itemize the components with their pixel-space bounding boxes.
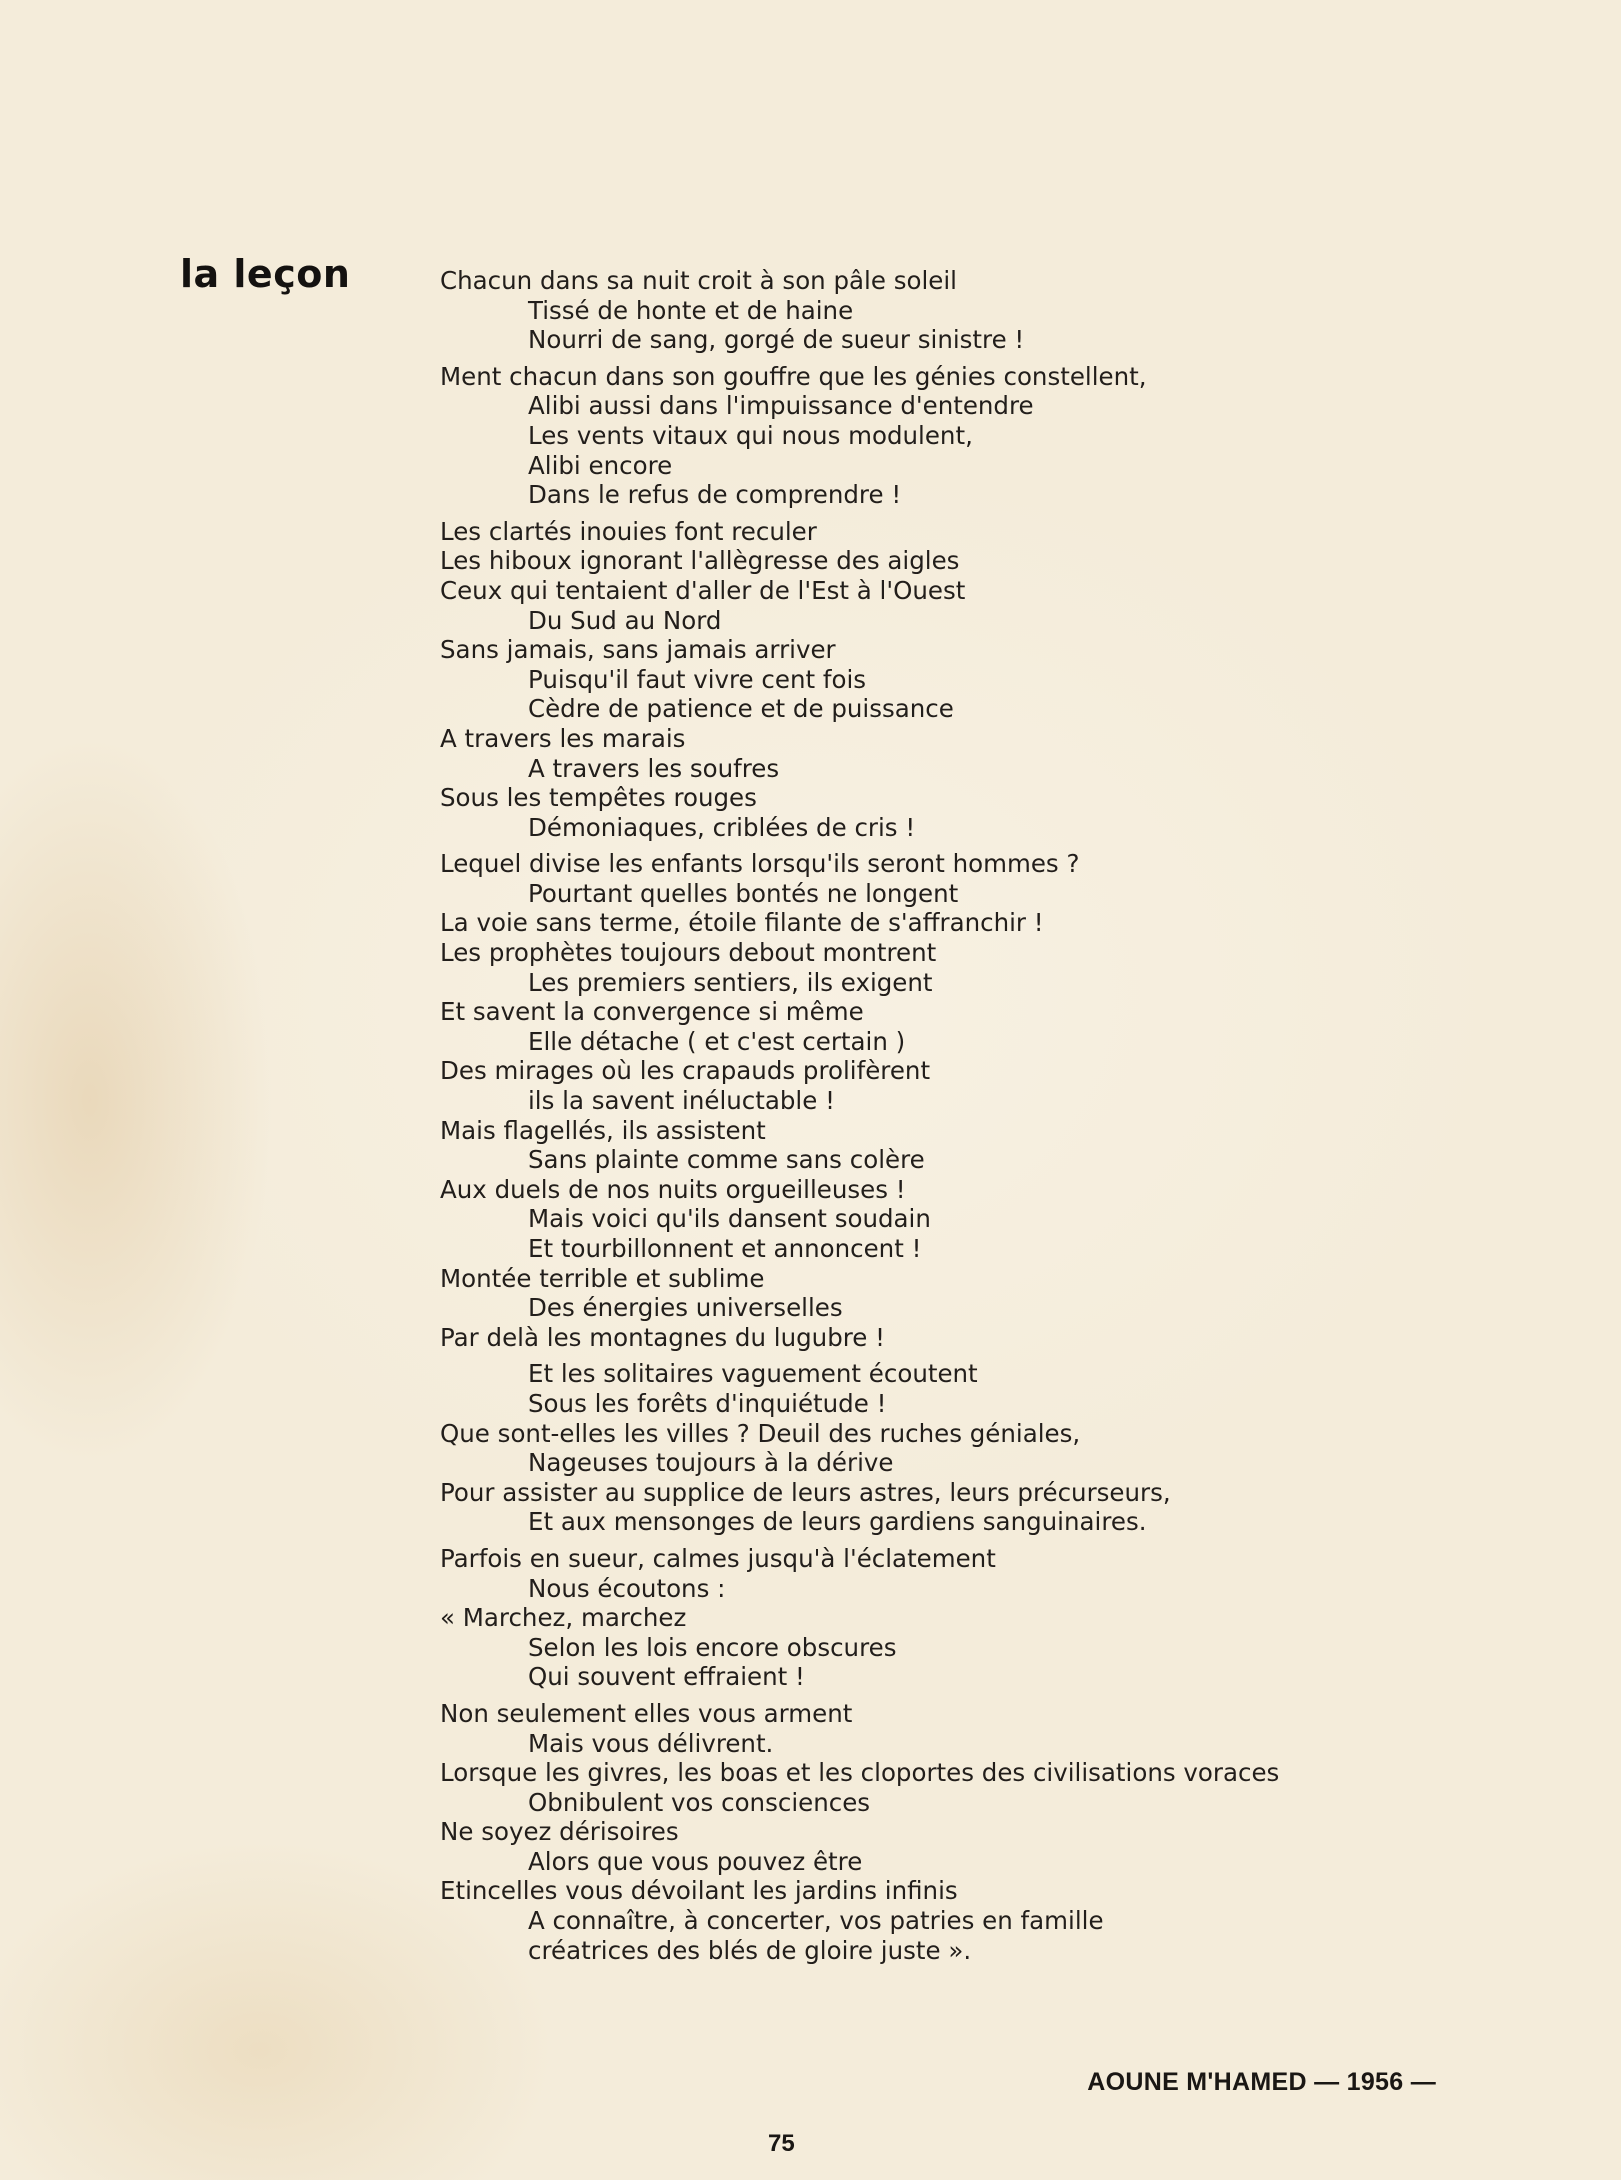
poem-line: Ment chacun dans son gouffre que les génies constellent, [440, 361, 1147, 391]
poem-line: Obnibulent vos consciences [528, 1787, 871, 1817]
poem-line: Ne soyez dérisoires [440, 1817, 679, 1847]
poem-line: Des énergies universelles [528, 1293, 843, 1323]
poem-line: Alibi encore [528, 450, 673, 480]
poem-line: Selon les lois encore obscures [528, 1632, 897, 1662]
poem-line: Des mirages où les crapauds prolifèrent [440, 1056, 931, 1086]
poem-line: Dans le refus de comprendre ! [528, 480, 902, 510]
poem-line: Lorsque les givres, les boas et les cloportes des civilisations voraces [440, 1758, 1280, 1788]
poem-line: Et tourbillonnent et annoncent ! [528, 1234, 922, 1263]
poem-line: Nourri de sang, gorgé de sueur sinistre ! [528, 325, 1025, 355]
poem-line: Chacun dans sa nuit croit à son pâle soleil [440, 266, 957, 295]
poem-line: Non seulement elles vous arment [440, 1698, 853, 1728]
poem-line: Montée terrible et sublime [440, 1263, 765, 1293]
poem-line: Les prophètes toujours debout montrent [440, 938, 937, 968]
poem-line: « Marchez, marchez [440, 1603, 687, 1633]
poem-line: Les hiboux ignorant l'allègresse des aigles [440, 546, 960, 576]
poem-line: Cèdre de patience et de puissance [528, 694, 954, 724]
page-number: 75 [768, 2130, 795, 2157]
poem-line: Ceux qui tentaient d'aller de l'Est à l'Ouest [440, 575, 966, 605]
poem-line: Et savent la convergence si même [440, 997, 864, 1027]
poem-body [440, 266, 1540, 1965]
poem-line: Sans jamais, sans jamais arriver [440, 635, 836, 665]
poem-line: Par delà les montagnes du lugubre ! [440, 1322, 885, 1352]
poem-line: Les vents vitaux qui nous modulent, [528, 420, 973, 450]
poem-line: Aux duels de nos nuits orgueilleuses ! [440, 1174, 906, 1204]
poem-line: Sous les forêts d'inquiétude ! [528, 1388, 887, 1418]
poem-line: A connaître, à concerter, vos patries en famille [528, 1906, 1104, 1936]
poem-line: Sous les tempêtes rouges [440, 783, 757, 813]
poem-line: Parfois en sueur, calmes jusqu'à l'éclatement [440, 1543, 996, 1573]
poem-line: Puisqu'il faut vivre cent fois [528, 664, 867, 694]
poem-line: A travers les marais [440, 723, 686, 753]
poem-line: Du Sud au Nord [528, 605, 722, 635]
poem-line: A travers les soufres [528, 753, 780, 783]
poem-line: Les premiers sentiers, ils exigent [528, 967, 933, 997]
poem-line: Et les solitaires vaguement écoutent [528, 1359, 978, 1389]
poem-line: Alibi aussi dans l'impuissance d'entendre [528, 391, 1034, 421]
poem-line: Lequel divise les enfants lorsqu'ils seront hommes ? [440, 849, 1080, 879]
poem-line: créatrices des blés de gloire juste ». [528, 1935, 972, 1965]
poem-line: Alors que vous pouvez être [528, 1846, 863, 1876]
author-signature: AOUNE M'HAMED — 1956 — [1087, 2068, 1436, 2096]
poem-title: la leçon [180, 252, 351, 296]
poem-line: Que sont-elles les villes ? Deuil des ruches géniales, [440, 1418, 1081, 1448]
poem-line: ils la savent inéluctable ! [528, 1086, 835, 1116]
poem-line: La voie sans terme, étoile filante de s'affranchir ! [440, 908, 1044, 938]
poem-line: Nous écoutons : [528, 1573, 726, 1603]
poem-line: Et aux mensonges de leurs gardiens sanguinaires. [528, 1507, 1147, 1537]
poem-line: Sans plainte comme sans colère [528, 1145, 925, 1175]
poem-line: Elle détache ( et c'est certain ) [528, 1026, 906, 1056]
poem-line: Etincelles vous dévoilant les jardins infinis [440, 1876, 958, 1906]
poem-line: Qui souvent effraient ! [528, 1662, 805, 1692]
poem-line: Mais flagellés, ils assistent [440, 1115, 766, 1145]
poem-line: Pourtant quelles bontés ne longent [528, 878, 959, 908]
poem-line: Tissé de honte et de haine [528, 295, 854, 325]
poem-line: Nageuses toujours à la dérive [528, 1448, 894, 1478]
poem-line: Mais voici qu'ils dansent soudain [528, 1204, 931, 1234]
poem-line: Démoniaques, criblées de cris ! [528, 812, 916, 842]
poem-line: Les clartés inouies font reculer [440, 516, 817, 546]
poem-line: Pour assister au supplice de leurs astres, leurs précurseurs, [440, 1477, 1171, 1507]
poem-line: Mais vous délivrent. [528, 1728, 774, 1758]
